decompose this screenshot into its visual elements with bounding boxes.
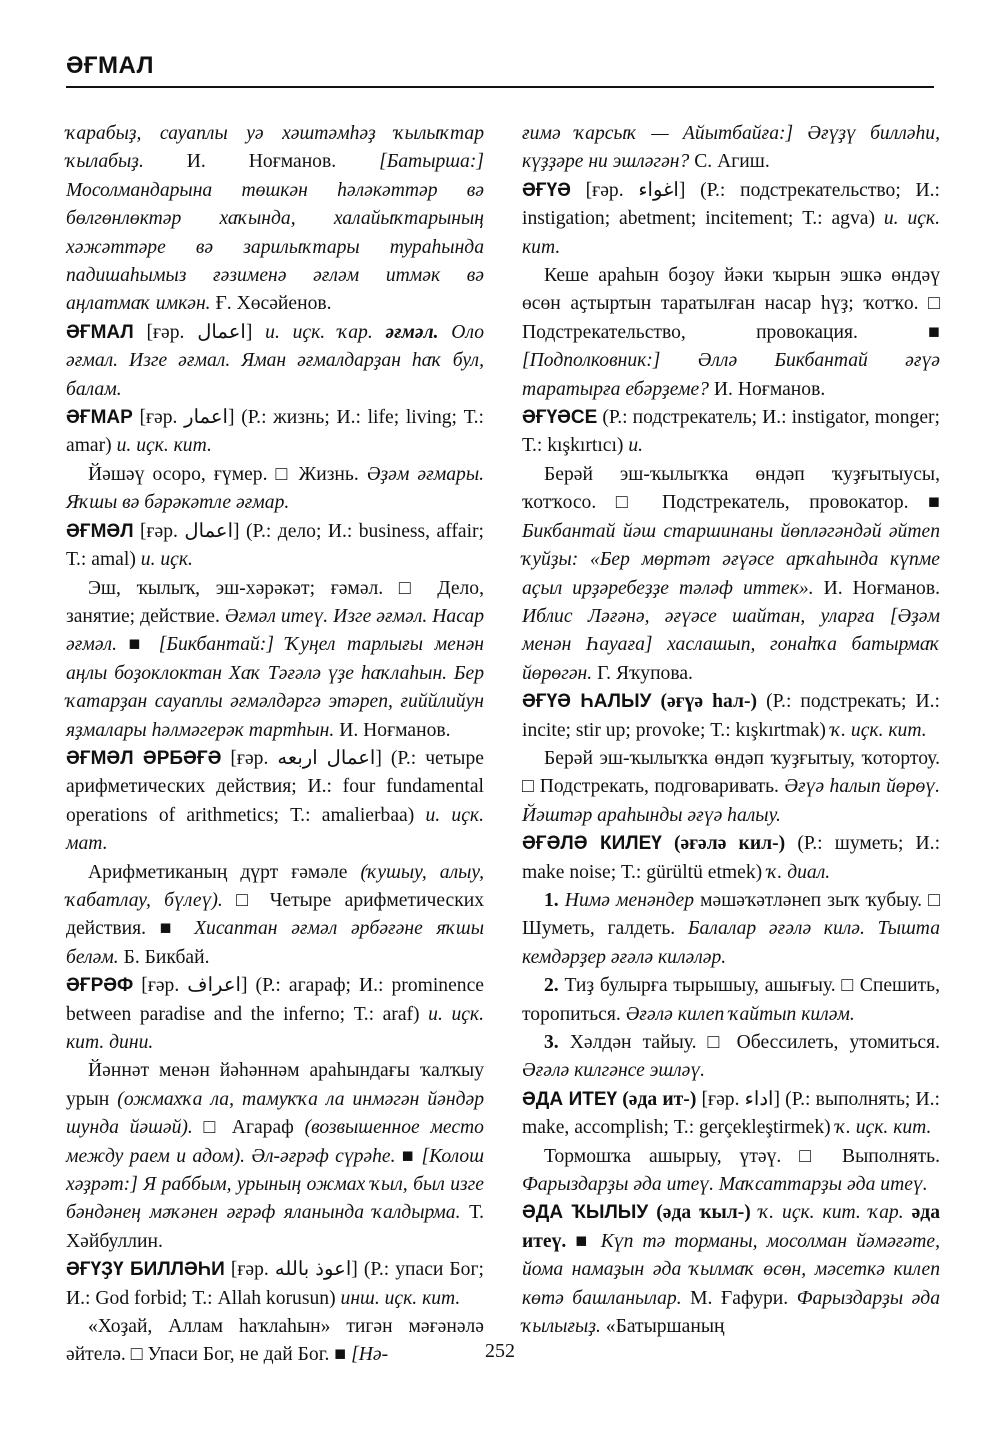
cross-reference: әғмәл. — [385, 321, 439, 343]
entry-agua: ӘҒҮӘ [ғәр. اغواء] (Р.: подстрекательство; И.: instigation; abetment; incitement; Т.: agva) и. иҫк. кит. — [522, 179, 940, 258]
entry-aguase: ӘҒҮӘСЕ (Р.: подстрекатель; И.: instigator, monger; Т.: kışkırtıcı) и. — [522, 407, 940, 457]
entry-agua-definition: Кеше араһын боҙоу йәки ҡырын эшкә өндәү өсөн аҫтыртын таратылған насар һүҙ; ҡотҡо. □ Подстрекательство, провокация. ■ [Подполковник:] Әллә Бикбантай әғүә таратырға ебәрҙеме? И. Ноғманов. — [522, 265, 940, 400]
sense-3: 3. Хәлдән тайыу. □ Обессилеть, утомиться. Әғәлә килгәнсе эшләү. — [522, 1032, 940, 1082]
headword: ӘҒМӘЛ — [66, 520, 134, 542]
arabic-script: اعمار — [184, 407, 229, 429]
entry-agmal-2: ӘҒМӘЛ [ғәр. اعمال] (Р.: дело; И.: business, affair; Т.: amal) и. иҫк. — [66, 520, 484, 571]
arabic-script: اعمال — [184, 520, 234, 542]
entry-agua-halyu: ӘҒҮӘ ҺАЛЫУ (әғүә һал-) (Р.: подстрекать; И.: incite; stir up; provoke; Т.: kışkırtmak) ҡ. иҫк. кит. — [522, 691, 941, 741]
headword: ӘДА ИТЕҮ — [522, 1088, 618, 1110]
arabic-script: اداء — [744, 1088, 774, 1110]
running-head-title: ӘҒМАЛ — [66, 52, 154, 79]
entry-agua-halyu-definition: Берәй эш-ҡылыҡҡа өндәп ҡуҙғытыу, ҡотортоу. □ Подстрекать, подговаривать. Әғүә һалып йөрөү. Йәштәр араһынды әғүә һалыу. — [522, 747, 941, 826]
left-column — [66, 120, 484, 1370]
headword: ӘҒӘЛӘ КИЛЕҮ — [522, 833, 662, 855]
arabic-script: اعراف — [187, 975, 241, 997]
headword: ӘҒРӘФ — [66, 975, 134, 997]
headword: ӘҒМӘЛ ӘРБӘҒӘ — [66, 747, 222, 769]
cross-reference: әда итеү. — [522, 1202, 941, 1252]
headword: ӘҒМАЛ — [66, 321, 134, 343]
sense-1: 1. Нимә менәндер мәшәҡәтләнеп зыҡ ҡубыу. □ Шуметь, галдеть. Балалар әғәлә килә. Тышта кемдәрҙер әғәлә киләләр. — [522, 889, 940, 968]
entry-agmal-2-definition: Эш, ҡылыҡ, эш-хәрәкәт; ғәмәл. □ Дело, занятие; действие. Әғмәл итеү. Изге әғмәл. Насар әғмәл. ■ [Бикбантай:] Ҡуңел тарлығы менән аңлы боҙоклоктан Хаҡ Тәғәлә үҙе һаҡлаһын. Бер ҡатарҙан сауаплы әғмәлдәргә этәреп, ғиййлийун яҙмалары һәлмәгерәк тартһын. И. Ноғманов. — [66, 577, 484, 741]
headword: ӘҒҮӘ ҺАЛЫУ — [522, 691, 652, 713]
entry-ada-kylyu: ӘДА ҠЫЛЫУ (әда ҡыл-) ҡ. иҫк. кит. ҡар. әда итеү. ■ Күп тә торманы, мосолман йәмәғәте, йома намаҙын әда ҡылмаҡ өсөн, мәсеткә килеп көтә башланылар. М. Ғафури. Фарыздарҙы әда ҡылығыҙ. «Батыршаның — [522, 1202, 941, 1338]
page-number: 252 — [485, 1340, 515, 1362]
entry-agmar-definition: Йәшәү осоро, ғүмер. □ Жизнь. Әҙәм әғмары. Яҡшы вә бәрәкәтле әғмар. — [66, 463, 485, 514]
entry-agmal-arbaga-definition: Арифметиканың дүрт ғәмәле (ҡушыу, алыу, ҡабатлау, бүлеү). □ Четыре арифметических действия. ■ Хисаптан әғмәл әрбәғәне яҡшы беләм. Б. Бикбай. — [66, 861, 485, 968]
entry-agmal: ӘҒМАЛ [ғәр. اعمال] и. иҫк. ҡар. әғмәл. Оло әғмал. Изге әғмал. Яман әғмалдарҙан һаҡ бул, балам. — [66, 321, 485, 400]
entry-ada-iteu: ӘДА ИТЕҮ (әда ит-) [ғәр. اداء] (Р.: выполнять; И.: make, accomplish; Т.: gerçekleştirmek) ҡ. иҫк. кит. — [522, 1088, 940, 1139]
arabic-script: اعمال — [197, 321, 246, 343]
entry-agmal-arbaga: ӘҒМӘЛ ӘРБӘҒӘ [ғәр. اعمال اربعه] (Р.: четыре арифметических действия; И.: four fundamental operations of arithmetics; Т.: amalierbaa) и. иҫк. мат. — [66, 747, 484, 855]
entry-aguzu-billahi: ӘҒҮҘҮ БИЛЛӘҺИ [ғәр. اعوذ بالله] (Р.: упаси Бог; И.: God forbid; Т.: Allah korusun) инш. иҫк. кит. — [66, 1259, 484, 1309]
entry-agala-kileu: ӘҒӘЛӘ КИЛЕҮ (әғәлә кил-) (Р.: шуметь; И.: make noise; Т.: gürültü etmek) ҡ. диал. — [522, 833, 941, 883]
arabic-script: اعوذ بالله — [274, 1259, 352, 1281]
sense-2: 2. Тиҙ булырға тырышыу, ашығыу. □ Спешить, торопиться. Әғәлә килеп ҡайтып киләм. — [522, 975, 940, 1025]
right-column — [522, 120, 940, 1341]
running-header — [66, 52, 934, 88]
headword: ӘДА ҠЫЛЫУ — [522, 1202, 649, 1224]
headword: ӘҒҮҘҮ БИЛЛӘҺИ — [66, 1259, 225, 1281]
entry-aguase-definition: Берәй эш-ҡылыҡҡа өндәп ҡуҙғытыусы, ҡотҡосо. □ Подстрекатель, провокатор. ■ Бикбантай йәш старшинаны йөпләгәндәй әйтеп ҡуйҙы: «Бер мөртәт әғүәсе арҡаһында күпме аҫыл ирҙәребеҙҙе тәләф иттек». И. Ноғманов. Иблис Ләғәнә, әғүәсе шайтан, уларға [Әҙәм менән Һауаға] хаслашып, гонаһҡа батырмаҡ йөрөгән. Г. Яҡупова. — [522, 463, 940, 684]
entry-agmar: ӘҒМАР [ғәр. اعمار] (Р.: жизнь; И.: life; living; Т.: amar) и. иҫк. кит. — [66, 407, 485, 457]
entry-agraf-definition: Йәннәт менән йәһәннәм араһындағы ҡалҡыу урын (ожмахҡа ла, тамуҡҡа ла инмәгән йәндәр шунда йәшәй). □ Агараф (возвышенное место между раем и адом). Әл-әғрәф сүрәһе. ■ [Колош хәҙрәт:] Я раббым, урының ожмах ҡыл, был изге бәндәнең мәҡәнен әғрәф яланында ҡалдырма. Т. Хәйбуллин. — [66, 1060, 485, 1252]
entry-agraf: ӘҒРӘФ [ғәр. اعراف] (Р.: агараф; И.: prominence between paradise and the inferno; Т.: araf) и. иҫк. кит. дини. — [66, 975, 485, 1053]
entry-aguzu-billahi-definition: «Хоҙай, Аллам һаҡлаһын» тигән мәғәнәлә әйтелә. □ Упаси Бог, не дай Бог. ■ [Нә- — [66, 1316, 484, 1366]
arabic-script: اعمال اربعه — [277, 747, 376, 769]
headword: ӘҒҮӘСЕ — [522, 407, 598, 429]
headword: ӘҒҮӘ — [522, 179, 571, 201]
headword: ӘҒМАР — [66, 407, 133, 429]
continuation-text: ҡарабыҙ, сауаплы уә хәштәмһәҙ ҡылыҡтар ҡылабыҙ. И. Ноғманов. [Батырша:] Мосолмандарына төшкән һәләкәттәр вә бөлгөнлөктәр хаҡында, халайыҡтарының хәжәттәре вә зарилыҡтары турaһында падишаһымыз ғәзименә әғләм итмәк вә аңлатмаҡ имкән. Ғ. Хөсәйенов. — [66, 123, 484, 315]
arabic-script: اغواء — [638, 179, 679, 201]
entry-ada-iteu-definition: Тормошҡа ашырыу, үтәү. □ Выполнять. Фарыздарҙы әда итеү. Маҡсаттарҙы әда итеү. — [522, 1145, 940, 1196]
continuation-text: ғимә ҡарсыҡ — Айытбайға:] Әғүҙү билләһи, күҙҙәре ни эшләгән? С. Агиш. — [522, 123, 940, 173]
